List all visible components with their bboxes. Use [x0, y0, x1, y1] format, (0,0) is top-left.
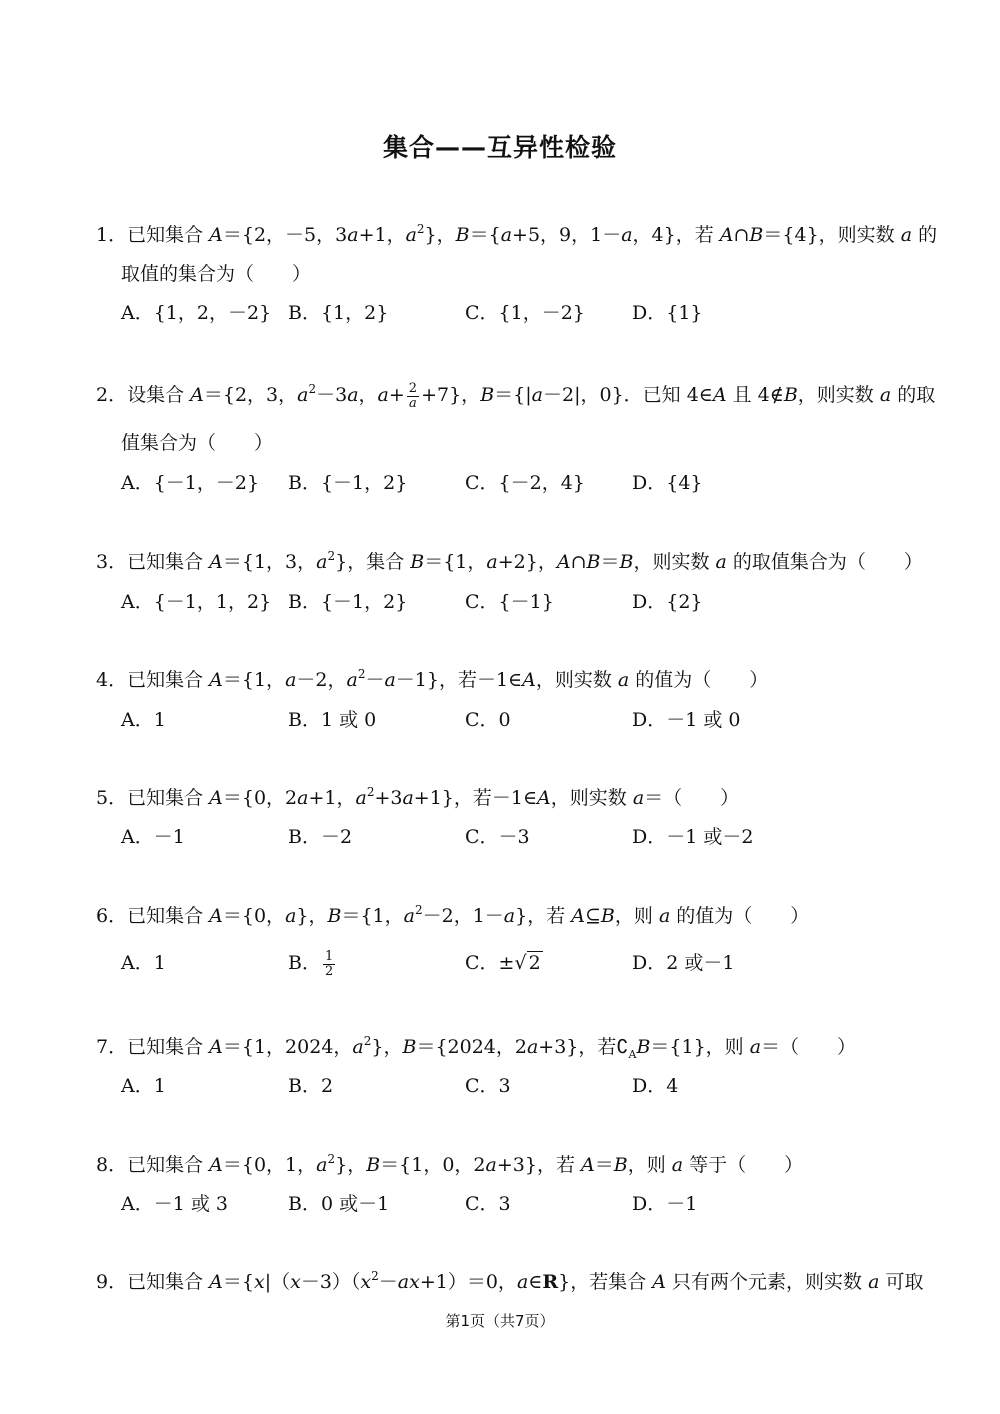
option-d[interactable]: D．－1 或 0 [632, 709, 741, 731]
option-d[interactable]: D．{1} [632, 302, 703, 324]
option-b[interactable]: B．0 或－1 [288, 1193, 390, 1215]
option-d[interactable]: D．2 或－1 [632, 952, 735, 974]
option-b[interactable]: B．－2 [288, 826, 353, 848]
question-1-stem-line-2: 取值的集合为（ ） [121, 263, 312, 285]
question-3-stem: 3．已知集合 A＝{1，3，$a^2$}，集合 B＝{1，a+2}，A∩B＝B，则实数 a 的取值集合为（ ） [96, 549, 923, 573]
question-1-options [121, 298, 921, 328]
question-5-stem: 5．已知集合 A＝{0，2a+1，$a^2+3a+1$}，若－1∈A，则实数 a＝（ ） [96, 785, 740, 809]
option-b[interactable]: B．{－1，2} [288, 472, 408, 494]
option-d[interactable]: D．4 [632, 1075, 679, 1097]
option-b[interactable]: B．{1，2} [288, 302, 389, 324]
option-b[interactable]: B．1 或 0 [288, 709, 377, 731]
option-a[interactable]: A．{－1，－2} [121, 472, 260, 494]
option-a[interactable]: A．1 [121, 709, 166, 731]
question-6-stem: 6．已知集合 A＝{0，a}，B＝{1，$a^2-2$，1－a}，若 A⊆B，则 a 的值为（ ） [96, 903, 810, 927]
option-c[interactable]: C．0 [465, 709, 511, 731]
question-2-stem-line-2: 值集合为（ ） [121, 432, 274, 454]
option-d[interactable]: D．－1 或－2 [632, 826, 754, 848]
option-c[interactable]: C．3 [465, 1193, 511, 1215]
question-6-options [121, 942, 921, 978]
question-1-stem-line-1: 1．已知集合 A＝{2，－5，3a+1，$a^2$}，B＝{a+5，9，1－a，4}，若 A∩B＝{4}，则实数 a 的 [96, 222, 938, 246]
question-4-stem: 4．已知集合 A＝{1，a－2，$a^2-a-1$}，若－1∈A，则实数 a 的值为（ ） [96, 667, 769, 691]
option-a[interactable]: A．－1 或 3 [121, 1193, 228, 1215]
option-a[interactable]: A．{－1，1，2} [121, 591, 272, 613]
option-a[interactable]: A．1 [121, 1075, 166, 1097]
option-a[interactable]: A．－1 [121, 826, 185, 848]
option-b[interactable]: B． $\frac{1}{2}$ [288, 948, 334, 979]
option-c[interactable]: C．±√ 2 [465, 952, 541, 974]
question-8-stem: 8．已知集合 A＝{0，1，$a^2$}，B＝{1，0，2a+3}，若 A＝B，则 a 等于（ ） [96, 1152, 804, 1176]
question-7-options [121, 1071, 921, 1101]
option-c[interactable]: C．－3 [465, 826, 530, 848]
option-d[interactable]: D．－1 [632, 1193, 698, 1215]
option-a[interactable]: A．{1，2，－2} [121, 302, 272, 324]
page-title: 集合——互异性检验 [382, 133, 617, 162]
option-c[interactable]: C．3 [465, 1075, 511, 1097]
question-2-stem-line-1: 2．设集合 A＝{2，3，$a^2-3a$，a+ $\frac{2}{a}$ +7}，B＝{|a－2|，0}．已知 4∈A 且 4∉B，则实数 a 的取 [96, 380, 936, 411]
question-5-options [121, 822, 921, 852]
option-a[interactable]: A．1 [121, 952, 166, 974]
option-d[interactable]: D．{4} [632, 472, 703, 494]
option-c[interactable]: C．{1，－2} [465, 302, 585, 324]
option-b[interactable]: B．2 [288, 1075, 334, 1097]
option-b[interactable]: B．{－1，2} [288, 591, 408, 613]
question-3-options [121, 587, 921, 617]
page-footer: 第1页（共7页） [445, 1312, 555, 1330]
question-2-options [121, 468, 921, 498]
option-d[interactable]: D．{2} [632, 591, 703, 613]
question-4-options [121, 705, 921, 735]
question-8-options [121, 1189, 921, 1219]
question-9-stem: 9．已知集合 $A=\{x|(x-3)(x^2-ax+1)=0$，a∈R}，若集合 A 只有两个元素，则实数 a 可取 [96, 1269, 924, 1293]
option-c[interactable]: C．{－1} [465, 591, 554, 613]
question-7-stem: 7．已知集合 A＝{1，2024，$a^2$}，B＝{2024，2a+3}，若$∁_AB=\{1\}$，则 a＝（ ） [96, 1034, 857, 1061]
option-c[interactable]: C．{－2，4} [465, 472, 585, 494]
